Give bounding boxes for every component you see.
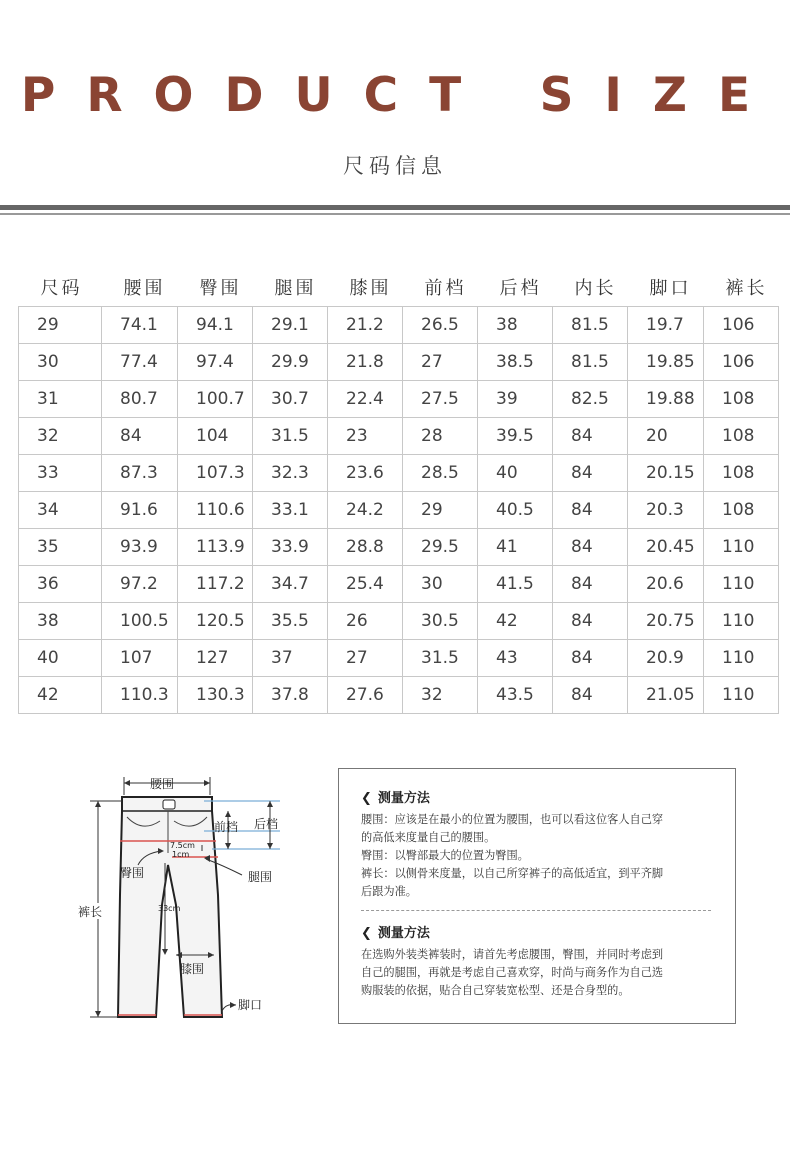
divider-thin xyxy=(0,213,790,215)
table-cell: 84 xyxy=(553,639,628,676)
pants-diagram xyxy=(72,765,302,1035)
table-cell: 108 xyxy=(704,454,779,491)
table-row xyxy=(19,380,779,417)
table-row xyxy=(19,417,779,454)
table-cell: 20.9 xyxy=(628,639,704,676)
thigh-label: 腿围 xyxy=(248,870,273,884)
method-line: 购服装的依据，贴合自己穿装宽松型、还是合身型的。 xyxy=(361,984,630,997)
method-section1-text xyxy=(361,811,717,901)
back-rise-label: 后档 xyxy=(254,817,279,831)
table-cell: 40 xyxy=(478,454,553,491)
table-cell: 84 xyxy=(553,602,628,639)
measure-33-label: 33cm xyxy=(158,904,181,913)
column-header: 内长 xyxy=(574,277,617,299)
table-cell: 20.75 xyxy=(628,602,704,639)
table-cell: 84 xyxy=(553,454,628,491)
table-cell: 31.5 xyxy=(253,417,328,454)
table-cell: 120.5 xyxy=(178,602,253,639)
method-line: 在选购外装类裤装时，请首先考虑腰围，臀围，并同时考虑到 xyxy=(361,948,664,961)
table-cell: 21.05 xyxy=(628,676,704,713)
knee-label: 膝围 xyxy=(180,962,205,976)
table-cell: 25.4 xyxy=(328,565,403,602)
table-cell: 82.5 xyxy=(553,380,628,417)
table-cell: 39 xyxy=(478,380,553,417)
table-cell: 110 xyxy=(704,602,779,639)
table-cell: 43 xyxy=(478,639,553,676)
table-cell: 26.5 xyxy=(403,306,478,343)
table-cell: 20.45 xyxy=(628,528,704,565)
table-cell: 31.5 xyxy=(403,639,478,676)
table-cell: 24.2 xyxy=(328,491,403,528)
table-cell: 29.9 xyxy=(253,343,328,380)
table-cell: 28.8 xyxy=(328,528,403,565)
table-cell: 104 xyxy=(178,417,253,454)
table-cell: 28.5 xyxy=(403,454,478,491)
table-cell: 23.6 xyxy=(328,454,403,491)
table-cell: 40.5 xyxy=(478,491,553,528)
table-cell: 110.3 xyxy=(102,676,178,713)
table-cell: 91.6 xyxy=(102,491,178,528)
table-cell: 106 xyxy=(704,343,779,380)
table-cell: 108 xyxy=(704,380,779,417)
table-cell: 20.15 xyxy=(628,454,704,491)
table-cell: 84 xyxy=(102,417,178,454)
table-cell: 33 xyxy=(19,454,102,491)
table-cell: 130.3 xyxy=(178,676,253,713)
size-table xyxy=(18,268,779,714)
table-cell: 127 xyxy=(178,639,253,676)
waist-label: 腰围 xyxy=(150,777,175,791)
table-cell: 29 xyxy=(19,306,102,343)
table-cell: 33.9 xyxy=(253,528,328,565)
table-body xyxy=(19,306,779,713)
table-cell: 87.3 xyxy=(102,454,178,491)
table-cell: 39.5 xyxy=(478,417,553,454)
table-cell: 27 xyxy=(403,343,478,380)
table-cell: 33.1 xyxy=(253,491,328,528)
table-cell: 27.6 xyxy=(328,676,403,713)
table-cell: 20 xyxy=(628,417,704,454)
table-cell: 110 xyxy=(704,528,779,565)
method-line: 的高低来度量自己的腰围。 xyxy=(361,831,496,844)
table-cell: 100.5 xyxy=(102,602,178,639)
table-cell: 36 xyxy=(19,565,102,602)
table-row xyxy=(19,306,779,343)
table-cell: 32 xyxy=(403,676,478,713)
table-cell: 108 xyxy=(704,491,779,528)
table-cell: 80.7 xyxy=(102,380,178,417)
table-cell: 20.3 xyxy=(628,491,704,528)
divider-thick xyxy=(0,205,790,210)
table-cell: 110 xyxy=(704,676,779,713)
column-header: 臀围 xyxy=(199,277,242,299)
column-header: 后档 xyxy=(499,277,542,299)
method-line: 腰围：应该是在最小的位置为腰围，也可以看这位客人自己穿 xyxy=(361,813,664,826)
measurement-method-box xyxy=(338,768,736,1024)
table-cell: 26 xyxy=(328,602,403,639)
column-header: 腰围 xyxy=(123,277,166,299)
table-cell: 38.5 xyxy=(478,343,553,380)
column-header: 脚口 xyxy=(649,277,692,299)
hem-label: 脚口 xyxy=(238,998,263,1012)
table-row xyxy=(19,676,779,713)
column-header: 前档 xyxy=(424,277,467,299)
table-cell: 30.7 xyxy=(253,380,328,417)
column-header: 腿围 xyxy=(274,277,317,299)
table-cell: 117.2 xyxy=(178,565,253,602)
table-cell: 19.85 xyxy=(628,343,704,380)
table-row xyxy=(19,528,779,565)
column-header: 膝围 xyxy=(349,277,392,299)
table-cell: 40 xyxy=(19,639,102,676)
table-cell: 38 xyxy=(478,306,553,343)
table-cell: 81.5 xyxy=(553,343,628,380)
measure-75-label: 7.5cm xyxy=(170,841,195,850)
method-section1-title: ❮ 测量方法 xyxy=(361,791,430,806)
method-line: 自己的腿围，再就是考虑自己喜欢穿，时尚与商务作为自己选 xyxy=(361,966,664,979)
table-cell: 34 xyxy=(19,491,102,528)
table-cell: 37.8 xyxy=(253,676,328,713)
chevron-left-icon: ❮ xyxy=(361,926,372,941)
table-cell: 19.88 xyxy=(628,380,704,417)
method-line: 后跟为准。 xyxy=(361,885,417,898)
table-cell: 21.8 xyxy=(328,343,403,380)
table-cell: 30.5 xyxy=(403,602,478,639)
table-cell: 27 xyxy=(328,639,403,676)
table-cell: 107.3 xyxy=(178,454,253,491)
page-subtitle: 尺码信息 xyxy=(343,154,447,178)
method-line: 臀围：以臀部最大的位置为臀围。 xyxy=(361,849,529,862)
table-cell: 93.9 xyxy=(102,528,178,565)
table-row xyxy=(19,454,779,491)
table-cell: 84 xyxy=(553,676,628,713)
front-rise-label: 前档 xyxy=(214,820,239,834)
table-cell: 81.5 xyxy=(553,306,628,343)
table-cell: 107 xyxy=(102,639,178,676)
table-cell: 19.7 xyxy=(628,306,704,343)
table-cell: 22.4 xyxy=(328,380,403,417)
table-header-row xyxy=(19,268,779,306)
length-label: 裤长 xyxy=(78,905,103,919)
table-cell: 21.2 xyxy=(328,306,403,343)
table-cell: 37 xyxy=(253,639,328,676)
table-cell: 84 xyxy=(553,565,628,602)
table-cell: 74.1 xyxy=(102,306,178,343)
table-cell: 32 xyxy=(19,417,102,454)
chevron-left-icon: ❮ xyxy=(361,791,372,806)
table-cell: 110 xyxy=(704,565,779,602)
table-cell: 35.5 xyxy=(253,602,328,639)
table-cell: 27.5 xyxy=(403,380,478,417)
table-cell: 108 xyxy=(704,417,779,454)
table-row xyxy=(19,343,779,380)
table-cell: 30 xyxy=(403,565,478,602)
table-cell: 100.7 xyxy=(178,380,253,417)
table-cell: 106 xyxy=(704,306,779,343)
table-cell: 34.7 xyxy=(253,565,328,602)
method-line: 裤长：以侧骨来度量，以自己所穿裤子的高低适宜，到平齐脚 xyxy=(361,867,664,880)
table-cell: 42 xyxy=(19,676,102,713)
table-cell: 84 xyxy=(553,528,628,565)
table-cell: 41 xyxy=(478,528,553,565)
table-cell: 29.1 xyxy=(253,306,328,343)
table-row xyxy=(19,602,779,639)
table-cell: 84 xyxy=(553,491,628,528)
table-cell: 43.5 xyxy=(478,676,553,713)
method-section2-title: ❮ 测量方法 xyxy=(361,926,430,941)
table-cell: 97.4 xyxy=(178,343,253,380)
column-header: 尺码 xyxy=(40,277,83,299)
table-cell: 41.5 xyxy=(478,565,553,602)
table-cell: 29.5 xyxy=(403,528,478,565)
table-cell: 42 xyxy=(478,602,553,639)
hip-label: 臀围 xyxy=(120,866,145,880)
table-row xyxy=(19,491,779,528)
table-cell: 32.3 xyxy=(253,454,328,491)
table-cell: 110.6 xyxy=(178,491,253,528)
column-header: 裤长 xyxy=(725,277,768,299)
measure-1-label: 1cm xyxy=(172,850,190,859)
table-cell: 77.4 xyxy=(102,343,178,380)
table-row xyxy=(19,565,779,602)
table-cell: 23 xyxy=(328,417,403,454)
table-cell: 38 xyxy=(19,602,102,639)
table-cell: 31 xyxy=(19,380,102,417)
table-cell: 110 xyxy=(704,639,779,676)
page-title: PRODUCT SIZE xyxy=(20,68,782,123)
table-cell: 20.6 xyxy=(628,565,704,602)
table-row xyxy=(19,639,779,676)
dashed-divider xyxy=(361,910,711,911)
table-cell: 113.9 xyxy=(178,528,253,565)
table-cell: 35 xyxy=(19,528,102,565)
table-cell: 84 xyxy=(553,417,628,454)
table-cell: 28 xyxy=(403,417,478,454)
table-cell: 30 xyxy=(19,343,102,380)
table-cell: 94.1 xyxy=(178,306,253,343)
table-cell: 97.2 xyxy=(102,565,178,602)
method-section2-text xyxy=(361,946,717,1000)
table-cell: 29 xyxy=(403,491,478,528)
